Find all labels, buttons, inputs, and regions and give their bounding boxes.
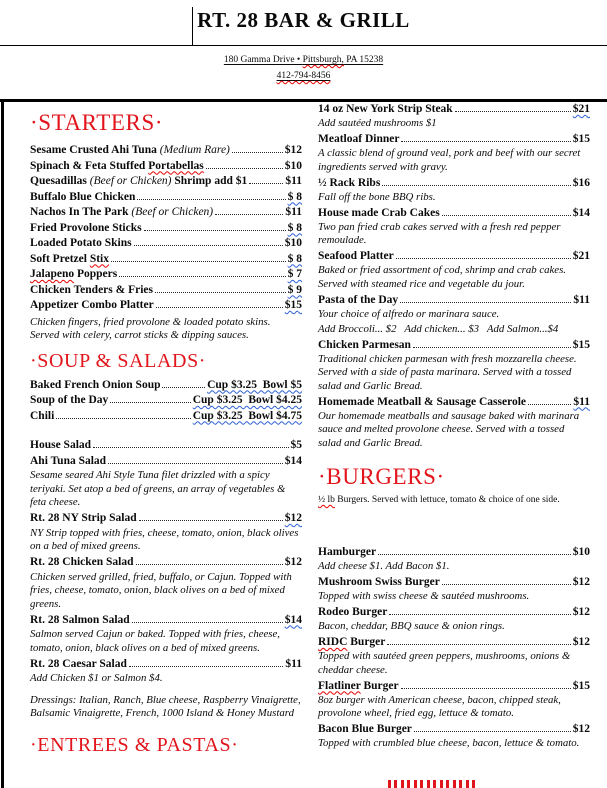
menu-item <box>318 545 590 560</box>
item-price: $11 <box>573 395 590 408</box>
address-text-2: PA 15238 <box>343 55 384 65</box>
menu-item-group <box>318 249 590 291</box>
item-addons: Add Broccoli... $2 Add chicken... $3 Add Salmon...$4 <box>318 322 559 335</box>
menu-item <box>30 438 302 454</box>
item-name-text: Chicken Tenders & Fries <box>30 283 153 296</box>
dot-leader <box>215 214 283 215</box>
item-price: $ 8 <box>287 190 302 203</box>
item-name-text: 14 oz New York Strip Steak <box>318 103 453 115</box>
item-name-text: Hamburger <box>318 546 377 558</box>
item-description: Your choice of alfredo or marinara sauce. <box>318 307 500 320</box>
phone-line <box>0 69 607 83</box>
menu-item <box>30 143 302 159</box>
item-name-flagged: RIDC <box>318 636 348 648</box>
item-name-text: Rt. 28 Caesar Salad <box>30 657 127 670</box>
item-price: $14 <box>284 454 302 467</box>
dot-leader <box>249 183 283 184</box>
dot-leader <box>389 614 570 615</box>
menu-item-group <box>318 176 590 205</box>
item-name <box>318 206 440 221</box>
item-name <box>30 221 142 237</box>
dot-leader <box>144 230 286 231</box>
item-name-text: Poppers <box>74 268 118 280</box>
item-price: $ 8 <box>287 252 302 265</box>
item-name <box>30 555 134 571</box>
item-name-text: Mushroom Swiss Burger <box>318 576 440 588</box>
item-price: $15 <box>572 679 590 692</box>
item-name-flagged: Jalapeno <box>30 268 75 280</box>
item-name-text: Burger <box>347 636 386 648</box>
item-name <box>30 613 130 629</box>
address-flagged-word: Pittsburgh, <box>302 55 344 65</box>
item-name-text: Sesame Crusted Ahi Tuna <box>30 144 160 156</box>
menu-item <box>318 395 590 410</box>
item-name-text: Nachos In The Park <box>30 206 132 218</box>
item-description: Chicken served grilled, fried, buffalo, or Cajun. Topped with fries, cheese, tomato, onion, black olives on a bed of mixed greens. <box>30 570 292 610</box>
item-price: $ 9 <box>287 283 302 296</box>
item-price: Cup $3.25 Bowl $5 <box>207 378 302 391</box>
item-name-text: Pasta of the Day <box>318 293 399 306</box>
item-name-text: House Salad <box>30 439 92 451</box>
menu-item <box>318 722 590 737</box>
item-price: $16 <box>572 176 590 189</box>
item-name-text: Rt. 28 NY Strip Salad <box>30 512 137 524</box>
menu-item-group <box>318 575 590 604</box>
item-price: $12 <box>572 723 590 735</box>
item-name <box>30 159 204 175</box>
dot-leader <box>129 666 283 667</box>
menu-item-group <box>318 635 590 677</box>
item-price: $5 <box>290 439 302 451</box>
dot-leader <box>232 152 283 153</box>
item-name-qualifier: (Beef or Chicken) <box>89 175 172 187</box>
menu-item <box>318 249 590 264</box>
menu-item <box>30 174 302 190</box>
dot-leader <box>111 261 286 262</box>
item-price: $12 <box>572 606 590 618</box>
item-name <box>30 283 153 299</box>
dot-leader <box>387 644 570 645</box>
menu-item-group <box>318 545 590 574</box>
item-name-text: Appetizer Combo Platter <box>30 299 154 311</box>
item-name-flagged: Flatliner <box>318 679 361 692</box>
phone-text: 412-794-8456 <box>276 71 331 81</box>
item-name <box>318 176 380 191</box>
item-price: $10 <box>284 237 302 249</box>
item-name-text: Quesadillas <box>30 175 90 187</box>
item-price: $ 8 <box>287 221 302 234</box>
item-name-text: Burger <box>360 679 399 692</box>
item-name-qualifier: (Medium Rare) <box>159 144 230 156</box>
item-name-text: ½ Rack Ribs <box>318 176 381 189</box>
heading-burgers: ·BURGERS· <box>318 464 445 489</box>
item-description: Salmon served Cajun or baked. Topped with fries, cheese, tomato, onion, black olives on a bed of mixed greens. <box>30 628 280 654</box>
dot-leader <box>528 404 571 405</box>
item-description: Topped with swiss cheese & sautéed mushrooms. <box>318 590 530 602</box>
menu-item-group <box>318 102 590 131</box>
item-name <box>30 438 91 454</box>
item-price: $14 <box>284 613 302 626</box>
menu-item-group <box>318 293 590 337</box>
menu-item <box>30 393 302 409</box>
cropped-heading-fragment <box>388 780 476 788</box>
item-name-text: Spinach & Feta Stuffed <box>30 159 149 172</box>
item-name <box>318 635 385 650</box>
item-price: $21 <box>572 103 590 115</box>
item-description: Add Chicken $1 or Salmon $4. <box>30 672 163 684</box>
menu-item-group <box>318 206 590 248</box>
dot-leader <box>455 111 571 112</box>
menu-item-group <box>318 605 590 634</box>
menu-item-group <box>318 338 590 394</box>
menu-item <box>318 338 590 353</box>
menu-item <box>30 252 302 268</box>
item-name-text: Meatloaf Dinner <box>318 133 400 145</box>
menu-item-group <box>318 395 590 451</box>
item-name-text: Ahi Tuna Salad <box>30 454 107 467</box>
dot-leader <box>134 245 283 246</box>
item-price: $12 <box>284 512 302 524</box>
item-name <box>318 722 412 737</box>
item-description: 8oz burger with American cheese, bacon, chipped steak, provolone wheel, fried egg, lettuce & tomato. <box>318 693 561 719</box>
dressings-note: Dressings: Italian, Ranch, Blue cheese, Raspberry Vinaigrette, Balsamic Vinaigrette, French, 1000 Island & Honey Mustard <box>30 693 301 719</box>
dot-leader <box>378 554 571 555</box>
item-name-text: Chicken Parmesan <box>318 338 411 351</box>
item-price: $12 <box>572 636 590 648</box>
menu-item <box>30 190 302 206</box>
dot-leader <box>155 292 286 293</box>
item-description: A classic blend of ground veal, pork and beef with our secret ingredients served with gravy. <box>318 147 581 173</box>
item-price: $21 <box>572 250 590 262</box>
menu-item <box>30 613 302 629</box>
dot-leader <box>400 302 571 303</box>
menu-item <box>318 293 590 308</box>
burgers-note <box>318 494 590 507</box>
dot-leader <box>108 463 283 464</box>
menu-item <box>30 657 302 673</box>
item-name-flagged: Portabellas <box>148 159 204 172</box>
item-name <box>318 679 399 694</box>
dot-leader <box>110 402 190 403</box>
item-name <box>318 605 387 620</box>
item-price: $10 <box>284 159 302 172</box>
item-name <box>30 236 132 252</box>
item-price: Cup $3.25 Bowl $4.25 <box>192 394 302 406</box>
item-name-text: Rt. 28 Salmon Salad <box>30 613 130 626</box>
item-name <box>318 545 376 560</box>
menu-item <box>318 176 590 191</box>
menu-item <box>318 206 590 221</box>
menu-item <box>30 378 302 394</box>
item-description: Fall off the bone BBQ ribs. <box>318 190 436 203</box>
menu-item <box>30 555 302 571</box>
item-name-text: Bacon Blue Burger <box>318 723 412 735</box>
item-name-text: Soft Pretzel <box>30 252 90 265</box>
item-name <box>318 132 399 147</box>
dot-leader <box>442 584 571 585</box>
item-name <box>318 338 411 353</box>
dot-leader <box>206 168 283 169</box>
menu-item <box>30 221 302 237</box>
item-name <box>30 143 230 159</box>
item-name <box>30 298 154 314</box>
menu-item <box>318 102 590 117</box>
dot-leader <box>442 215 571 216</box>
dot-leader <box>401 688 571 689</box>
item-price: $15 <box>572 133 590 145</box>
item-name <box>30 511 137 527</box>
heading-starters: ·STARTERS· <box>30 110 164 135</box>
item-name <box>30 190 135 206</box>
menu-item-group <box>318 722 590 751</box>
item-description: Add cheese $1. Add Bacon $1. <box>318 560 450 572</box>
item-name-text: Soup of the Day <box>30 394 109 406</box>
item-name-text: Fried Provolone Sticks <box>30 221 142 234</box>
item-description: Topped with crumbled blue cheese, bacon, lettuce & tomato. <box>318 737 580 749</box>
item-name-text: Chili <box>30 409 55 422</box>
dot-leader <box>139 520 283 521</box>
heading-soup-salads: ·SOUP & SALADS· <box>30 349 207 372</box>
dot-leader <box>119 276 285 277</box>
item-name-qualifier: (Beef or Chicken) <box>131 206 214 218</box>
menu-item <box>318 679 590 694</box>
item-name <box>30 205 213 221</box>
item-price: $11 <box>285 206 302 218</box>
item-name <box>30 378 160 394</box>
item-price: $11 <box>285 175 302 187</box>
item-name <box>30 409 54 425</box>
menu-item-group <box>318 679 590 721</box>
item-name <box>30 252 109 268</box>
item-name-text: Loaded Potato Skins <box>30 237 132 249</box>
item-price: $11 <box>285 657 302 670</box>
item-name-text: House made Crab Cakes <box>318 206 440 219</box>
dot-leader <box>162 387 205 388</box>
item-description: Traditional chicken parmesan with fresh mozzarella cheese. Served with a side of pasta marinara. Served with a tossed salad and Garlic Bread. <box>318 352 577 392</box>
menu-item <box>30 267 302 283</box>
menu-item <box>318 605 590 620</box>
dot-leader <box>414 731 571 732</box>
item-description: Sesame seared Ahi Style Tuna filet drizzled with a spicy teriyaki. Set atop a bed of greens, an array of vegetables & feta cheese. <box>30 469 286 508</box>
address-line <box>0 53 607 67</box>
item-name <box>30 393 108 409</box>
dot-leader <box>136 564 283 565</box>
address-text: 180 Gamma Drive • <box>223 55 303 65</box>
menu-item <box>30 409 302 425</box>
item-name-text: Seafood Platter <box>318 250 394 262</box>
item-price: $12 <box>572 576 590 588</box>
item-name <box>30 174 247 190</box>
item-description: NY Strip topped with fries, cheese, tomato, onion, black olives on a bed of mixed greens. <box>30 526 299 552</box>
item-name-text: Buffalo Blue Chicken <box>30 190 136 203</box>
right-column <box>318 102 590 752</box>
item-name <box>318 293 398 308</box>
dot-leader <box>401 141 570 142</box>
menu-item <box>30 283 302 299</box>
dot-leader <box>93 447 288 448</box>
dot-leader <box>413 347 571 348</box>
item-name-text: Baked French Onion Soup <box>30 378 161 391</box>
item-price: $14 <box>572 206 590 219</box>
page-border-left <box>1 99 4 788</box>
menu-item <box>318 575 590 590</box>
item-price: $15 <box>572 338 590 351</box>
item-name <box>30 267 117 283</box>
burgers-note-text: Burgers. Served with lettuce, tomato & choice of one side. <box>334 495 560 505</box>
item-price: $15 <box>284 299 302 311</box>
menu-item <box>30 236 302 252</box>
item-price: $11 <box>573 293 590 306</box>
heading-entrees-pastas: ·ENTREES & PASTAS· <box>30 733 239 756</box>
item-description: Add sautéed mushrooms $1 <box>318 117 437 129</box>
item-name <box>318 575 440 590</box>
item-name-text: Rodeo Burger <box>318 606 388 618</box>
dot-leader <box>56 418 190 419</box>
menu-item <box>30 159 302 175</box>
menu-item <box>318 635 590 650</box>
item-price: $12 <box>284 556 302 568</box>
starters-note: Chicken fingers, fried provolone & loaded potato skins. Served with celery, carrot sticks & dipping sauces. <box>30 315 271 341</box>
restaurant-title: RT. 28 BAR & GRILL <box>197 8 410 32</box>
menu-item <box>30 454 302 470</box>
menu-item <box>30 298 302 314</box>
menu-item <box>30 205 302 221</box>
item-name-flagged: Stix <box>89 252 109 265</box>
dot-leader <box>396 258 571 259</box>
item-price: $10 <box>572 546 590 558</box>
item-price: Cup $3.25 Bowl $4.75 <box>192 409 302 422</box>
menu-item <box>318 132 590 147</box>
item-name <box>318 102 453 117</box>
item-description: Bacon, cheddar, BBQ sauce & onion rings. <box>318 620 505 632</box>
item-name <box>30 657 127 673</box>
item-description: Topped with sautéed green peppers, mushrooms, onions & cheddar cheese. <box>318 650 571 676</box>
dot-leader <box>132 622 283 623</box>
menu-item-group <box>318 132 590 174</box>
dot-leader <box>156 307 283 308</box>
dot-leader <box>137 199 285 200</box>
item-price: $ 7 <box>287 268 302 280</box>
menu-item <box>30 511 302 527</box>
title-rule <box>0 45 607 46</box>
left-column <box>30 104 302 757</box>
item-name <box>318 249 394 264</box>
item-name-text: Rt. 28 Chicken Salad <box>30 556 134 568</box>
item-name-tail: Shrimp add $1 <box>171 175 248 187</box>
item-description: Two pan fried crab cakes served with a fresh red pepper remoulade. <box>318 220 561 246</box>
burgers-note-flagged: ½ lb <box>318 495 335 505</box>
dot-leader <box>382 185 570 186</box>
item-price: $12 <box>284 144 302 156</box>
item-name <box>318 395 526 410</box>
item-description: Our homemade meatballs and sausage baked with marinara sauce and melted provolone cheese. Served with a tossed salad and Garlic Bread. <box>318 409 580 449</box>
item-description: Baked or fried assortment of cod, shrimp and crab cakes. Served with steamed rice and vegetable du jour. <box>318 264 566 290</box>
item-name <box>30 454 106 470</box>
item-name-text: Homemade Meatball & Sausage Casserole <box>318 395 527 408</box>
